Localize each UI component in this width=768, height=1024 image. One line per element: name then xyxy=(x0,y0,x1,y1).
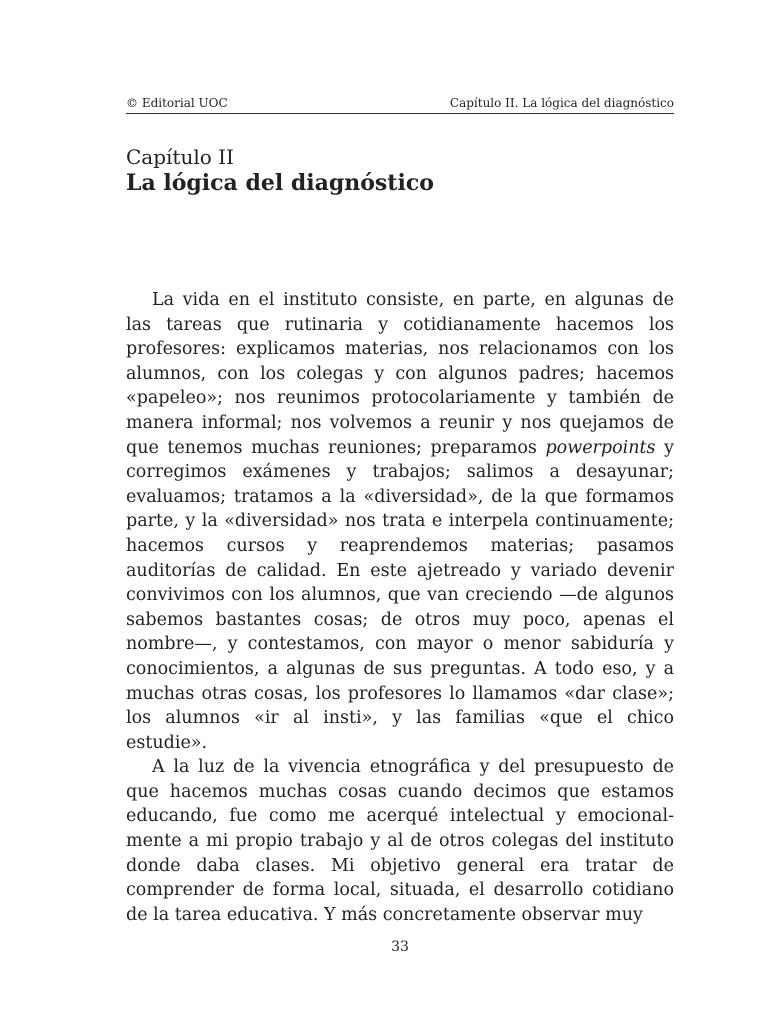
chapter-running-title: Capítulo II. La lógica del diagnóstico xyxy=(449,96,674,110)
running-header xyxy=(126,95,674,114)
emphasis-powerpoints: powerpoints xyxy=(545,437,656,458)
paragraph-1-text-a: La vida en el instituto consiste, en parte, en algunas de las tareas que rutinaria y cotidianamente hacemos los profesores: explicamos materias, nos relacionamos con los alumnos, con los colegas y con algunos padres; hacemos «papeleo»; nos reunimos protocolariamente y también de manera informal; nos volvemos a reunir y nos quejamos de que tenemos muchas reuniones; preparamos xyxy=(126,290,674,458)
chapter-number: Capítulo II xyxy=(126,145,234,169)
chapter-title: La lógica del diagnóstico xyxy=(126,170,434,196)
paragraph-2: A la luz de la vivencia etnográfica y del presupuesto de que hacemos muchas cosas cuando decimos que estamos educando, fue como me acerqué intelectual y emocionalmente a mi propio trabajo y al de otros colegas del instituto donde daba clases. Mi objetivo general era tratar de comprender de forma local, situada, el desarrollo cotidiano de la tarea educativa. Y más concretamente observar muy xyxy=(126,757,674,925)
paragraph-1 xyxy=(126,288,674,755)
page-number: 33 xyxy=(391,939,409,955)
book-page xyxy=(126,0,674,1024)
paragraph-1-text-b: y corregimos exámenes y trabajos; salimos a desayunar; evaluamos; tratamos a la «diversidad», de la que formamos parte, y la «diversidad» nos trata e interpela continuamente; hacemos cursos y reaprendemos materias; pasamos auditorías de calidad. En este ajetreado y variado devenir convivimos con los alumnos, que van creciendo —de algunos sabemos bastantes cosas; de otros muy poco, apenas el nombre—, y contestamos, con mayor o menor sabiduría y conocimientos, a algunas de sus preguntas. A todo eso, y a muchas otras cosas, los profesores lo llamamos «dar clase»; los alumnos «ir al insti», y las familias «que el chico estudie». xyxy=(126,437,674,753)
body-text xyxy=(126,288,674,927)
publisher-credit: © Editorial UOC xyxy=(126,96,228,110)
